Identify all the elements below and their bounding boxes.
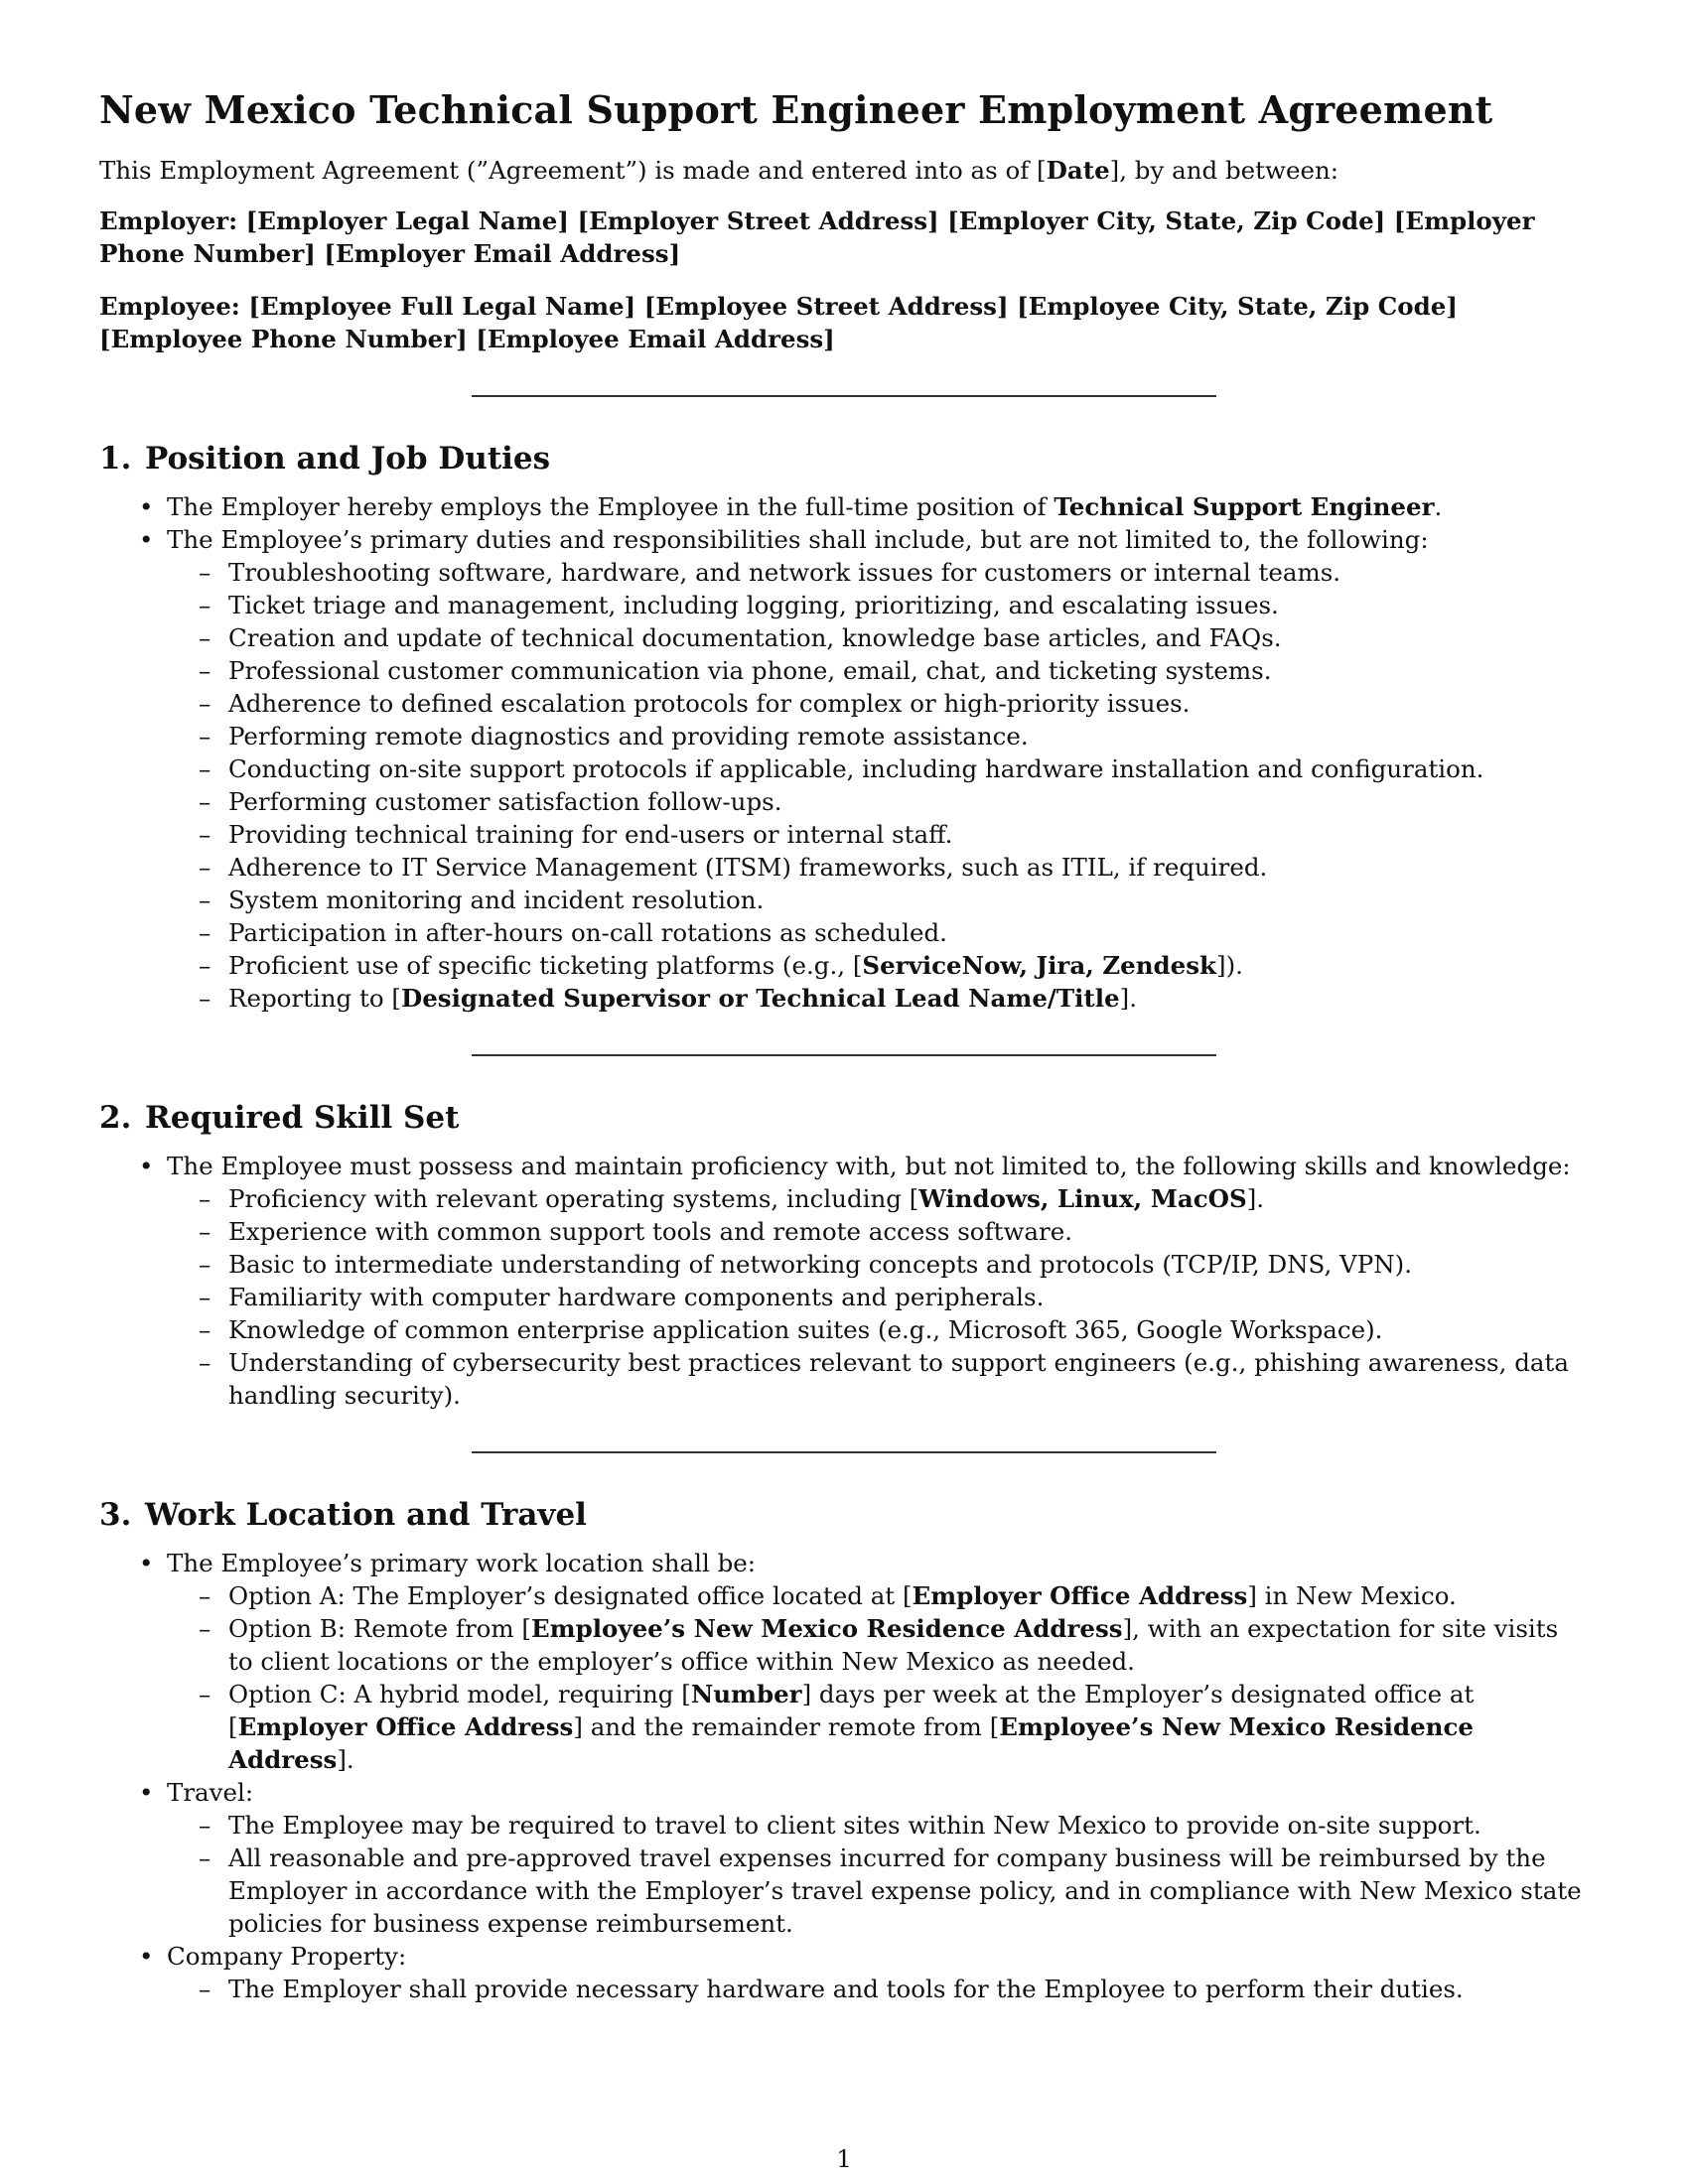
list-item: – Option A: The Employer’s designated office located at [Employer Office Address] in New Mexico. xyxy=(167,1579,1589,1612)
employee-block: Employee: [Employee Full Legal Name] [Employee Street Address] [Employee City, State, Zip Code] [Employee Phone Number] [Employee Email Address] xyxy=(99,292,1458,353)
section-1-list xyxy=(99,490,1589,1015)
section-divider xyxy=(472,1054,1216,1056)
list-item: • The Employee must possess and maintain proficiency with, but not limited to, the following skills and knowledge: – Proficiency with relevant operating systems, including [Windows, Linux, MacOS]. – Experience with common support tools and remote access software. – Basic to intermediate understanding of networking concepts and protocols (TCP/IP, DNS, VPN). – Familiarity with computer hardware components and peripherals. – Knowledge of common enterprise application suites (e.g., Microsoft 365, Google Workspace). – Understanding of cybersecurity best practices relevant to support engineers (e.g., phishing awareness, data handling security). xyxy=(99,1150,1589,1412)
travel-list xyxy=(167,1809,1589,1940)
list-item: – Option B: Remote from [Employee’s New Mexico Residence Address], with an expectation for site visits to client locations or the employer’s office within New Mexico as needed. xyxy=(167,1612,1589,1678)
list-item: – Option C: A hybrid model, requiring [Number] days per week at the Employer’s designated office at [Employer Office Address] and the remainder remote from [Employee’s New Mexico Residence Address]. xyxy=(167,1678,1589,1776)
section-3-list xyxy=(99,1547,1589,2005)
list-item: – Conducting on-site support protocols if applicable, including hardware installation and configuration. xyxy=(167,752,1589,785)
list-item: – Reporting to [Designated Supervisor or Technical Lead Name/Title]. xyxy=(167,982,1589,1015)
section-2-list xyxy=(99,1150,1589,1412)
section-3-heading: 3. Work Location and Travel xyxy=(99,1497,587,1533)
list-item: – Knowledge of common enterprise application suites (e.g., Microsoft 365, Google Workspace). xyxy=(167,1313,1589,1346)
list-item: – System monitoring and incident resolution. xyxy=(167,884,1589,916)
duties-list xyxy=(167,556,1589,1015)
list-item: – Adherence to defined escalation protocols for complex or high-priority issues. xyxy=(167,687,1589,720)
list-item: – Professional customer communication via phone, email, chat, and ticketing systems. xyxy=(167,654,1589,687)
list-item: – Experience with common support tools and remote access software. xyxy=(167,1215,1589,1248)
document-title: New Mexico Technical Support Engineer Employment Agreement xyxy=(99,87,1493,132)
list-item: – Troubleshooting software, hardware, and network issues for customers or internal teams. xyxy=(167,556,1589,589)
list-item: – Understanding of cybersecurity best practices relevant to support engineers (e.g., phishing awareness, data handling security). xyxy=(167,1346,1589,1412)
list-item: – Ticket triage and management, including logging, prioritizing, and escalating issues. xyxy=(167,589,1589,621)
list-item: – The Employee may be required to travel to client sites within New Mexico to provide on-site support. xyxy=(167,1809,1589,1842)
list-item: – Performing customer satisfaction follow-ups. xyxy=(167,785,1589,818)
list-item: – Adherence to IT Service Management (ITSM) frameworks, such as ITIL, if required. xyxy=(167,851,1589,884)
date-placeholder: Date xyxy=(1046,156,1110,185)
employer-block: Employer: [Employer Legal Name] [Employer Street Address] [Employer City, State, Zip Code] [Employer Phone Number] [Employer Email Address] xyxy=(99,206,1535,268)
list-item: – The Employer shall provide necessary hardware and tools for the Employee to perform their duties. xyxy=(167,1973,1589,2005)
list-item: • The Employee’s primary duties and responsibilities shall include, but are not limited to, the following: – Troubleshooting software, hardware, and network issues for customers or internal teams. – Ticket triage and management, including logging, prioritizing, and escalating issues. – Creation and update of technical documentation, knowledge base articles, and FAQs. – Professional customer communication via phone, email, chat, and ticketing systems. – Adherence to defined escalation protocols for complex or high-priority issues. – Performing remote diagnostics and providing remote assistance. – Conducting on-site support protocols if applicable, including hardware installation and configuration. – Performing customer satisfaction follow-ups. – Providing technical training for end-users or internal staff. – Adherence to IT Service Management (ITSM) frameworks, such as ITIL, if required. – System monitoring and incident resolution. – Participation in after-hours on-call rotations as scheduled. – Proficient use of specific ticketing platforms (e.g., [ServiceNow, Jira, Zendesk]). – Reporting to [Designated Supervisor or Technical Lead Name/Title]. xyxy=(99,523,1589,1015)
intro-paragraph: This Employment Agreement (”Agreement”) is made and entered into as of [Date], by and between: xyxy=(99,156,1338,185)
list-item: – Familiarity with computer hardware components and peripherals. xyxy=(167,1281,1589,1313)
list-item: – Basic to intermediate understanding of networking concepts and protocols (TCP/IP, DNS, VPN). xyxy=(167,1248,1589,1281)
section-divider xyxy=(472,1451,1216,1453)
section-divider xyxy=(472,395,1216,397)
list-item: – All reasonable and pre-approved travel expenses incurred for company business will be reimbursed by the Employer in accordance with the Employer’s travel expense policy, and in compliance with New Mexico state policies for business expense reimbursement. xyxy=(167,1842,1589,1940)
skills-list xyxy=(167,1182,1589,1412)
list-item: • Travel: – The Employee may be required to travel to client sites within New Mexico to provide on-site support. – All reasonable and pre-approved travel expenses incurred for company business will be reimbursed by the Employer in accordance with the Employer’s travel expense policy, and in compliance with New Mexico state policies for business expense reimbursement. xyxy=(99,1776,1589,1940)
list-item: • Company Property: – The Employer shall provide necessary hardware and tools for the Employee to perform their duties. xyxy=(99,1940,1589,2005)
list-item: • The Employee’s primary work location shall be: – Option A: The Employer’s designated office located at [Employer Office Address] in New Mexico. – Option B: Remote from [Employee’s New Mexico Residence Address], with an expectation for site visits to client locations or the employer’s office within New Mexico as needed. – Option C: A hybrid model, requiring [Number] days per week at the Employer’s designated office at [Employer Office Address] and the remainder remote from [Employee’s New Mexico Residence Address]. xyxy=(99,1547,1589,1776)
section-2-heading: 2. Required Skill Set xyxy=(99,1100,460,1136)
list-item: – Providing technical training for end-users or internal staff. xyxy=(167,818,1589,851)
list-item: – Participation in after-hours on-call rotations as scheduled. xyxy=(167,916,1589,949)
list-item: – Proficiency with relevant operating systems, including [Windows, Linux, MacOS]. xyxy=(167,1182,1589,1215)
list-item: – Proficient use of specific ticketing platforms (e.g., [ServiceNow, Jira, Zendesk]). xyxy=(167,949,1589,982)
section-1-heading: 1. Position and Job Duties xyxy=(99,441,551,477)
document-page xyxy=(99,87,1589,2005)
list-item: • The Employer hereby employs the Employee in the full-time position of Technical Support Engineer. xyxy=(99,490,1589,523)
page-number: 1 xyxy=(836,2144,852,2173)
list-item: – Creation and update of technical documentation, knowledge base articles, and FAQs. xyxy=(167,621,1589,654)
list-item: – Performing remote diagnostics and providing remote assistance. xyxy=(167,720,1589,752)
location-options-list xyxy=(167,1579,1589,1776)
property-list xyxy=(167,1973,1589,2005)
